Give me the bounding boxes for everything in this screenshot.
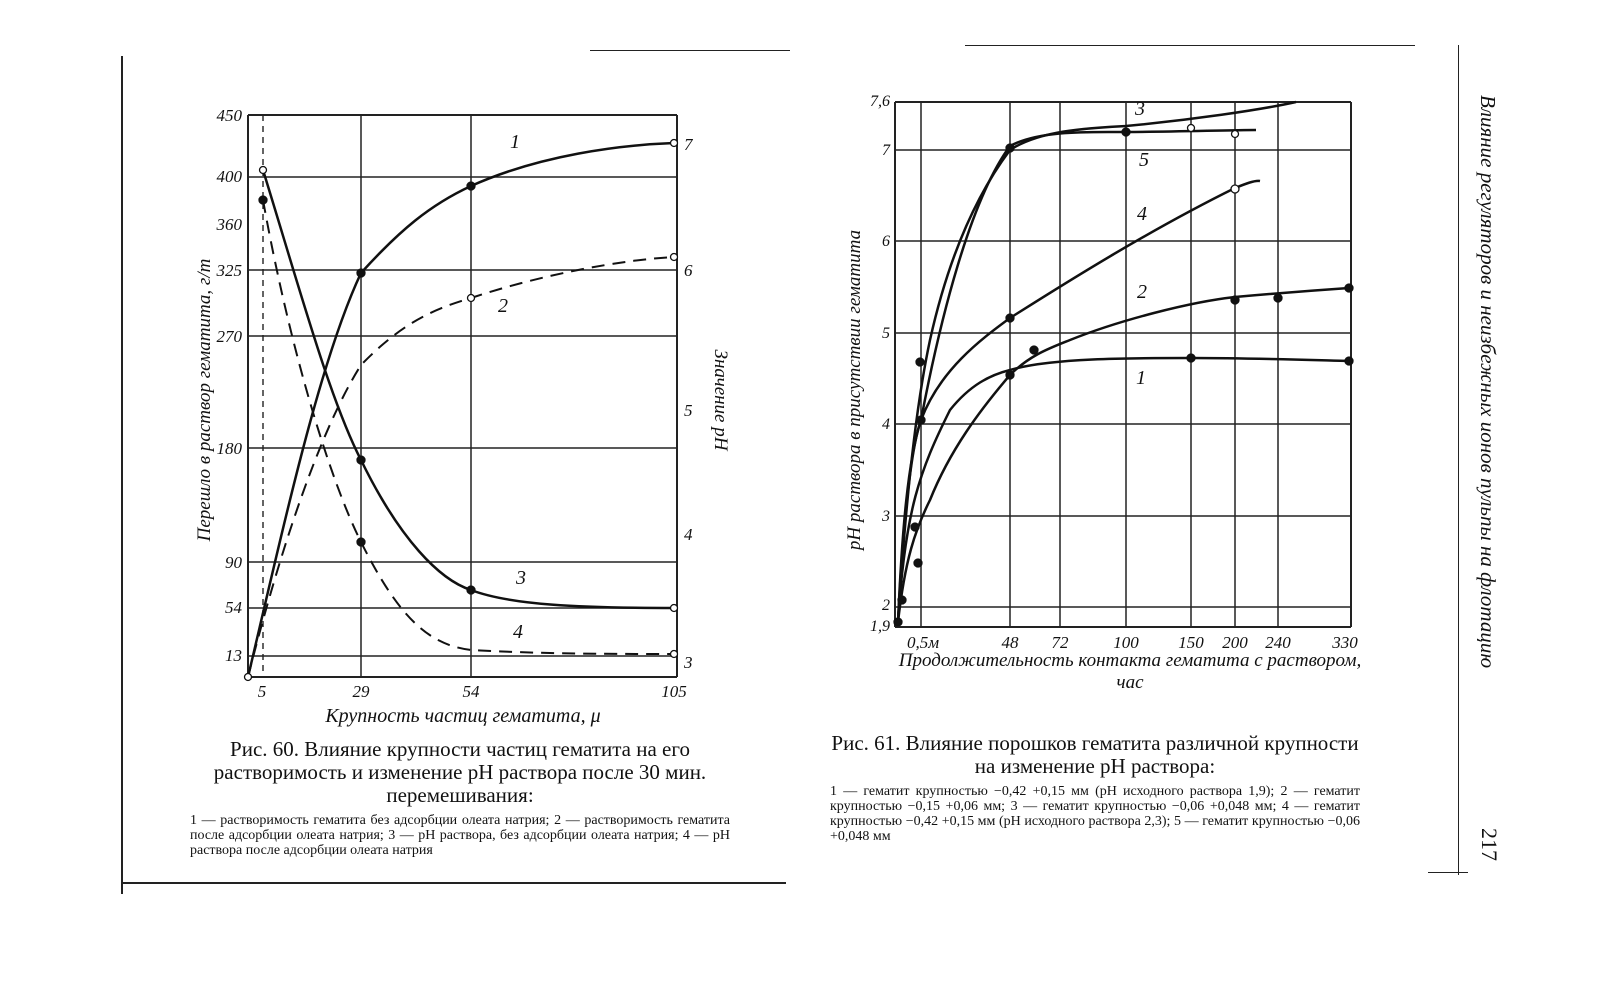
fig60-x-axis-label: Крупность частиц гематита, μ	[325, 705, 601, 727]
fig61-point	[1006, 144, 1014, 152]
fig61-curves	[898, 102, 1349, 622]
fig60-origin-point	[245, 674, 252, 681]
fig61-y-axis-label: pH раствора в присутствии гематита	[844, 229, 865, 551]
fig60-ytick: 54	[225, 598, 242, 617]
fig60-s3-point	[671, 605, 678, 612]
fig61-ytick: 5	[882, 325, 890, 342]
fig61-xtick: 200	[1222, 633, 1248, 652]
fig61-series-1-line	[898, 358, 1349, 622]
fig60-s1-point	[467, 182, 475, 190]
fig60-ytick: 90	[225, 553, 242, 572]
fig61-point	[1231, 185, 1239, 193]
fig61-series-2-line	[898, 288, 1349, 622]
fig60-ytick-right: 7	[684, 135, 693, 154]
fig61-point	[1345, 284, 1353, 292]
fig60-x-ticks	[258, 682, 687, 701]
fig61-point	[917, 416, 925, 424]
fig61-point	[1122, 128, 1130, 136]
fig60-xtick: 5	[257, 682, 267, 701]
page-rule-left	[121, 56, 123, 894]
fig60-y-right-axis-label: Значение pH	[710, 349, 731, 451]
fig60-y-left-axis-label: Перешло в раствор гематита, г/т	[194, 258, 215, 542]
fig61-y-ticks	[870, 93, 891, 635]
fig60-xtick: 29	[352, 682, 370, 701]
fig60-ytick: 360	[216, 215, 242, 234]
fig61-xtick: 150	[1178, 633, 1204, 652]
fig60-s3-point	[260, 167, 267, 174]
fig61-label-4: 4	[1137, 203, 1147, 225]
fig61-x-axis-label: Продолжительность контакта гематита с раствором, час	[898, 650, 1362, 693]
fig60-series-3-line	[263, 170, 674, 608]
fig61-xtick: 0,5м	[906, 633, 940, 652]
figure-60-caption-notes: 1 — растворимость гематита без адсорбции олеата натрия; 2 — растворимость гематита после адсорбции олеата натрия; 3 — pH раствора, без адсорбции олеата натрия; 4 — pH раствора после адсорбции олеата натрия	[190, 813, 730, 858]
fig61-point	[1006, 314, 1014, 322]
fig61-point	[1274, 294, 1282, 302]
fig60-ytick: 13	[225, 646, 242, 665]
fig60-s1-point	[671, 140, 678, 147]
fig61-ytick: 2	[882, 597, 890, 614]
fig60-s1-point	[357, 269, 365, 277]
fig61-point	[914, 559, 922, 567]
fig60-label-4: 4	[513, 621, 523, 643]
page-number: 217	[1477, 828, 1502, 861]
fig60-ytick: 180	[216, 439, 242, 458]
fig60-ytick: 450	[216, 106, 242, 125]
fig60-series-2-line	[248, 257, 674, 677]
fig61-label-5: 5	[1139, 149, 1149, 171]
fig61-xtick: 48	[1001, 633, 1019, 652]
fig60-label-2: 2	[498, 295, 508, 317]
fig60-y-right-ticks	[683, 135, 694, 672]
figure-60-caption-title: Рис. 60. Влияние крупности частиц гематита на его растворимость и изменение pH раствора после 30 мин. перемешивания:	[213, 737, 707, 807]
fig60-s4-point	[259, 196, 267, 204]
fig60-grid	[248, 115, 677, 677]
fig60-label-3: 3	[516, 567, 526, 589]
fig61-series-4-line	[898, 181, 1260, 622]
fig61-xtick: 72	[1051, 633, 1069, 652]
fig61-ytick: 7,6	[870, 93, 890, 110]
page-rule-bottom	[121, 882, 786, 884]
fig61-xtick: 240	[1265, 633, 1291, 652]
fig60-xtick: 54	[462, 682, 480, 701]
fig60-xtick: 105	[661, 682, 687, 701]
fig60-s4-point	[357, 538, 365, 546]
fig60-curves	[248, 143, 674, 677]
figure-61-chart	[830, 90, 1390, 710]
fig61-point	[1188, 125, 1195, 132]
fig61-point	[1232, 131, 1239, 138]
page-rule-top-mid	[590, 50, 790, 51]
page-rule-top-right	[965, 45, 1415, 46]
fig61-label-3: 3	[1135, 98, 1145, 120]
fig61-label-2: 2	[1137, 281, 1147, 303]
fig61-point	[1345, 357, 1353, 365]
fig61-point	[1187, 354, 1195, 362]
fig61-label-1: 1	[1136, 367, 1146, 389]
page-rule-bottom-right	[1428, 872, 1468, 873]
fig60-ytick-right: 5	[684, 401, 693, 420]
fig61-markers	[894, 125, 1353, 627]
fig60-ytick-right: 3	[684, 653, 693, 672]
page-rule-right	[1458, 45, 1459, 875]
fig61-xtick: 330	[1332, 633, 1358, 652]
fig61-point	[1030, 346, 1038, 354]
fig60-ytick-right: 6	[684, 261, 693, 280]
fig61-ytick: 6	[882, 233, 890, 250]
figure-61-caption-notes: 1 — гематит крупностью −0,42 +0,15 мм (pH исходного раствора 1,9); 2 — гематит крупностью −0,15 +0,06 мм; 3 — гематит крупностью −0,06 +0,048 мм; 4 — гематит крупностью −0,42 +0,15 мм (pH исходного раствора 2,3); 5 — гематит крупностью −0,06 +0,048 мм	[830, 784, 1360, 844]
fig60-ytick: 270	[216, 327, 242, 346]
fig60-curve-labels	[498, 131, 526, 643]
fig60-markers	[245, 140, 678, 681]
fig61-ytick: 3	[882, 508, 890, 525]
fig61-curve-labels	[1134, 98, 1149, 389]
fig60-s2-point	[671, 254, 678, 261]
fig60-ytick: 325	[216, 261, 242, 280]
figure-60-chart	[180, 100, 740, 740]
running-head: Влияние регуляторов и неизбежных ионов пульпы на флотацию	[1476, 95, 1500, 669]
fig60-s4-point	[671, 651, 678, 658]
fig60-ytick-right: 4	[684, 525, 693, 544]
fig61-point	[898, 596, 906, 604]
fig61-grid	[895, 102, 1351, 627]
figure-61-caption-title: Рис. 61. Влияние порошков гематита различной крупности на изменение pH раствора:	[831, 731, 1359, 778]
fig61-point	[894, 618, 902, 626]
fig61-point	[1006, 371, 1014, 379]
fig60-ytick: 400	[216, 167, 242, 186]
fig60-s2-point	[468, 295, 475, 302]
fig61-point	[911, 523, 919, 531]
figure-61-caption	[830, 732, 1360, 844]
fig60-s3-point	[357, 456, 365, 464]
fig61-point	[916, 358, 924, 366]
fig60-label-1: 1	[510, 131, 520, 153]
fig60-y-left-ticks	[216, 106, 243, 665]
fig61-point	[1231, 296, 1239, 304]
fig61-xtick: 100	[1113, 633, 1139, 652]
fig61-ytick: 7	[882, 142, 890, 159]
fig61-ytick: 1,9	[870, 618, 890, 635]
figure-60-caption	[190, 738, 730, 858]
fig60-series-4-line	[263, 200, 674, 654]
fig60-s3-point	[467, 586, 475, 594]
fig61-ytick: 4	[882, 416, 890, 433]
